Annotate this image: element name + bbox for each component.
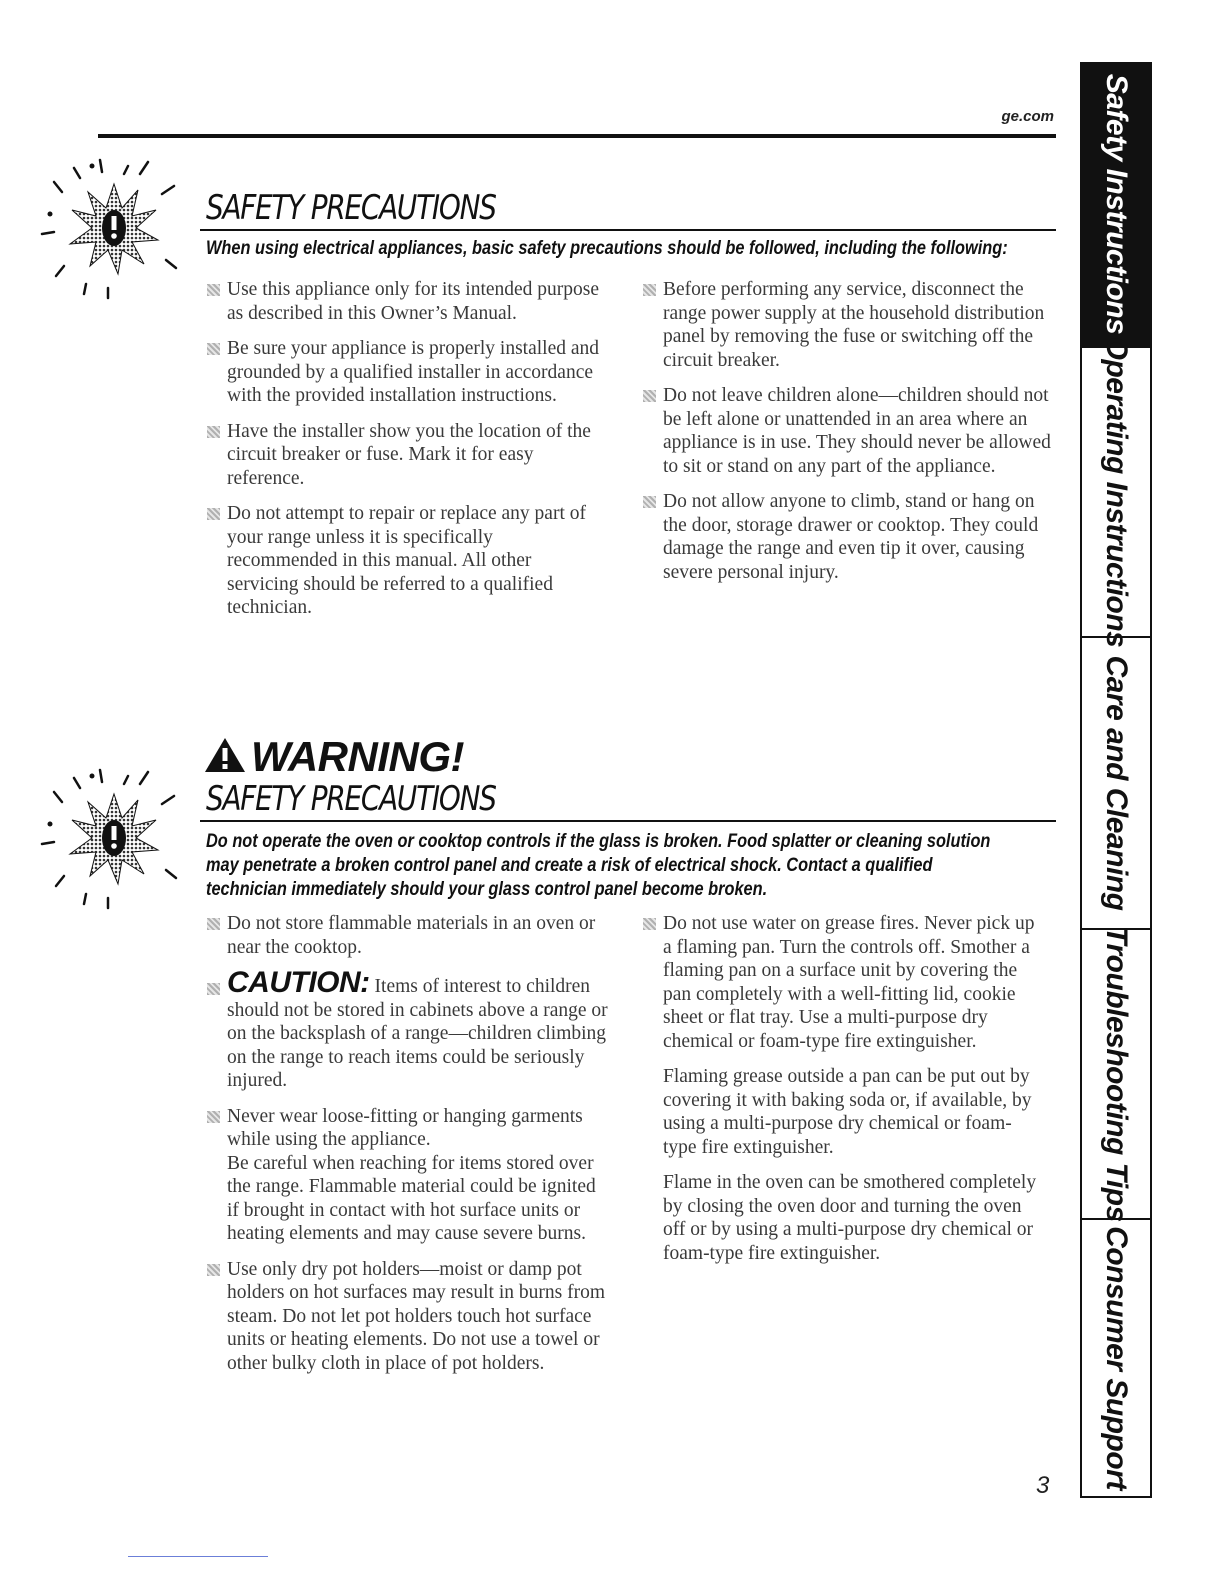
site-url: ge.com	[1001, 108, 1054, 125]
square-bullet-icon	[207, 1111, 220, 1123]
section-subtitle-line: Do not operate the oven or cooktop controls if the glass is broken. Food splatter or cleaning solution	[206, 831, 991, 852]
warning-burst-icon	[22, 760, 202, 920]
page-number: 3	[1036, 1472, 1050, 1499]
square-bullet-icon	[643, 918, 656, 930]
section-tabs	[1080, 62, 1152, 1498]
caution-label: CAUTION:	[227, 966, 370, 999]
square-bullet-icon	[207, 918, 220, 930]
paragraph: Flame in the oven can be smothered completely by closing the oven door and turning the oven off or by using a multi-purpose dry chemical or foam-type fire extinguisher.	[663, 1172, 1037, 1264]
list-item: Use only dry pot holders—moist or damp pot holders on hot surfaces may result in burns from steam. Do not let pot holders touch hot surface units or heating elements. Do not use a towel or other bulky cloth in place of pot holders.	[202, 1258, 612, 1376]
list-item: Before performing any service, disconnect the range power supply at the household distribution panel by removing the fuse or switching off the circuit breaker.	[638, 278, 1056, 372]
tab-safety-instructions[interactable]: Safety Instructions	[1082, 62, 1150, 348]
list-item: Be sure your appliance is properly installed and grounded by a qualified installer in accordance with the provided installation instructions.	[202, 337, 602, 408]
section-title: SAFETY PRECAUTIONS	[206, 188, 496, 228]
paragraph: Flaming grease outside a pan can be put out by covering it with baking soda or, if available, by using a multi-purpose dry chemical or foam-type fire extinguisher.	[663, 1066, 1032, 1158]
warning-heading: WARNING!	[203, 733, 464, 781]
square-bullet-icon	[207, 983, 220, 995]
square-bullet-icon	[207, 426, 220, 438]
section-title: SAFETY PRECAUTIONS	[206, 779, 496, 819]
list-item: Do not store flammable materials in an oven or near the cooktop.	[202, 912, 612, 959]
section2-left-column	[202, 912, 612, 1387]
square-bullet-icon	[207, 508, 220, 520]
list-item: Use this appliance only for its intended purpose as described in this Owner’s Manual.	[202, 278, 602, 325]
square-bullet-icon	[207, 284, 220, 296]
section1-left-column	[202, 278, 602, 632]
tab-operating-instructions[interactable]: Operating Instructions	[1082, 348, 1150, 638]
square-bullet-icon	[207, 343, 220, 355]
list-item: Never wear loose-fitting or hanging garments while using the appliance. Be careful when reaching for items stored over the range. Flammable material could be ignited if brought in contact with hot surface units or heating elements and may cause severe burns.	[202, 1105, 612, 1246]
list-item: Do not attempt to repair or replace any part of your range unless it is specifically recommended in this manual. All other servicing should be referred to a qualified technician.	[202, 502, 602, 620]
footer-rule	[128, 1556, 268, 1557]
square-bullet-icon	[643, 284, 656, 296]
section-subtitle: When using electrical appliances, basic safety precautions should be followed, including the following:	[206, 238, 1008, 259]
list-item: Have the installer show you the location of the circuit breaker or fuse. Mark it for easy reference.	[202, 420, 602, 491]
section-subtitle-line: technician immediately should your glass control panel become broken.	[206, 879, 768, 900]
tab-consumer-support[interactable]: Consumer Support	[1100, 1226, 1133, 1490]
list-item: Do not leave children alone—children should not be left alone or unattended in an area where an appliance is in use. They should never be allowed to sit or stand on any part of the appliance.	[638, 384, 1056, 478]
list-item: Do not use water on grease fires. Never pick up a flaming pan. Turn the controls off. Smother a flaming pan on a surface unit by covering the pan completely with a well-fitting lid, cookie sheet or flat tray. Use a multi-purpose dry chemical or foam-type fire extinguisher.	[638, 912, 1038, 1053]
square-bullet-icon	[643, 390, 656, 402]
list-item: Do not allow anyone to climb, stand or hang on the door, storage drawer or cooktop. They could damage the range and even tip it over, causing severe personal injury.	[638, 490, 1056, 584]
section-subtitle-line: may penetrate a broken control panel and create a risk of electrical shock. Contact a qualified	[206, 855, 933, 876]
warning-burst-icon	[22, 150, 202, 310]
square-bullet-icon	[643, 496, 656, 508]
caution-item: CAUTION: Items of interest to children should not be stored in cabinets above a range or on the backsplash of a range—children climbing on the range to reach items could be seriously injured.	[202, 971, 612, 1093]
section-rule	[200, 820, 1056, 822]
tab-care-and-cleaning[interactable]: Care and Cleaning	[1082, 638, 1150, 930]
square-bullet-icon	[207, 1264, 220, 1276]
header-rule	[98, 134, 1056, 138]
section-rule	[200, 229, 1056, 231]
warning-triangle-icon	[203, 736, 247, 774]
tab-troubleshooting-tips[interactable]: Troubleshooting Tips	[1082, 930, 1150, 1220]
section2-right-column	[638, 912, 1038, 1277]
section1-right-column	[638, 278, 1056, 596]
